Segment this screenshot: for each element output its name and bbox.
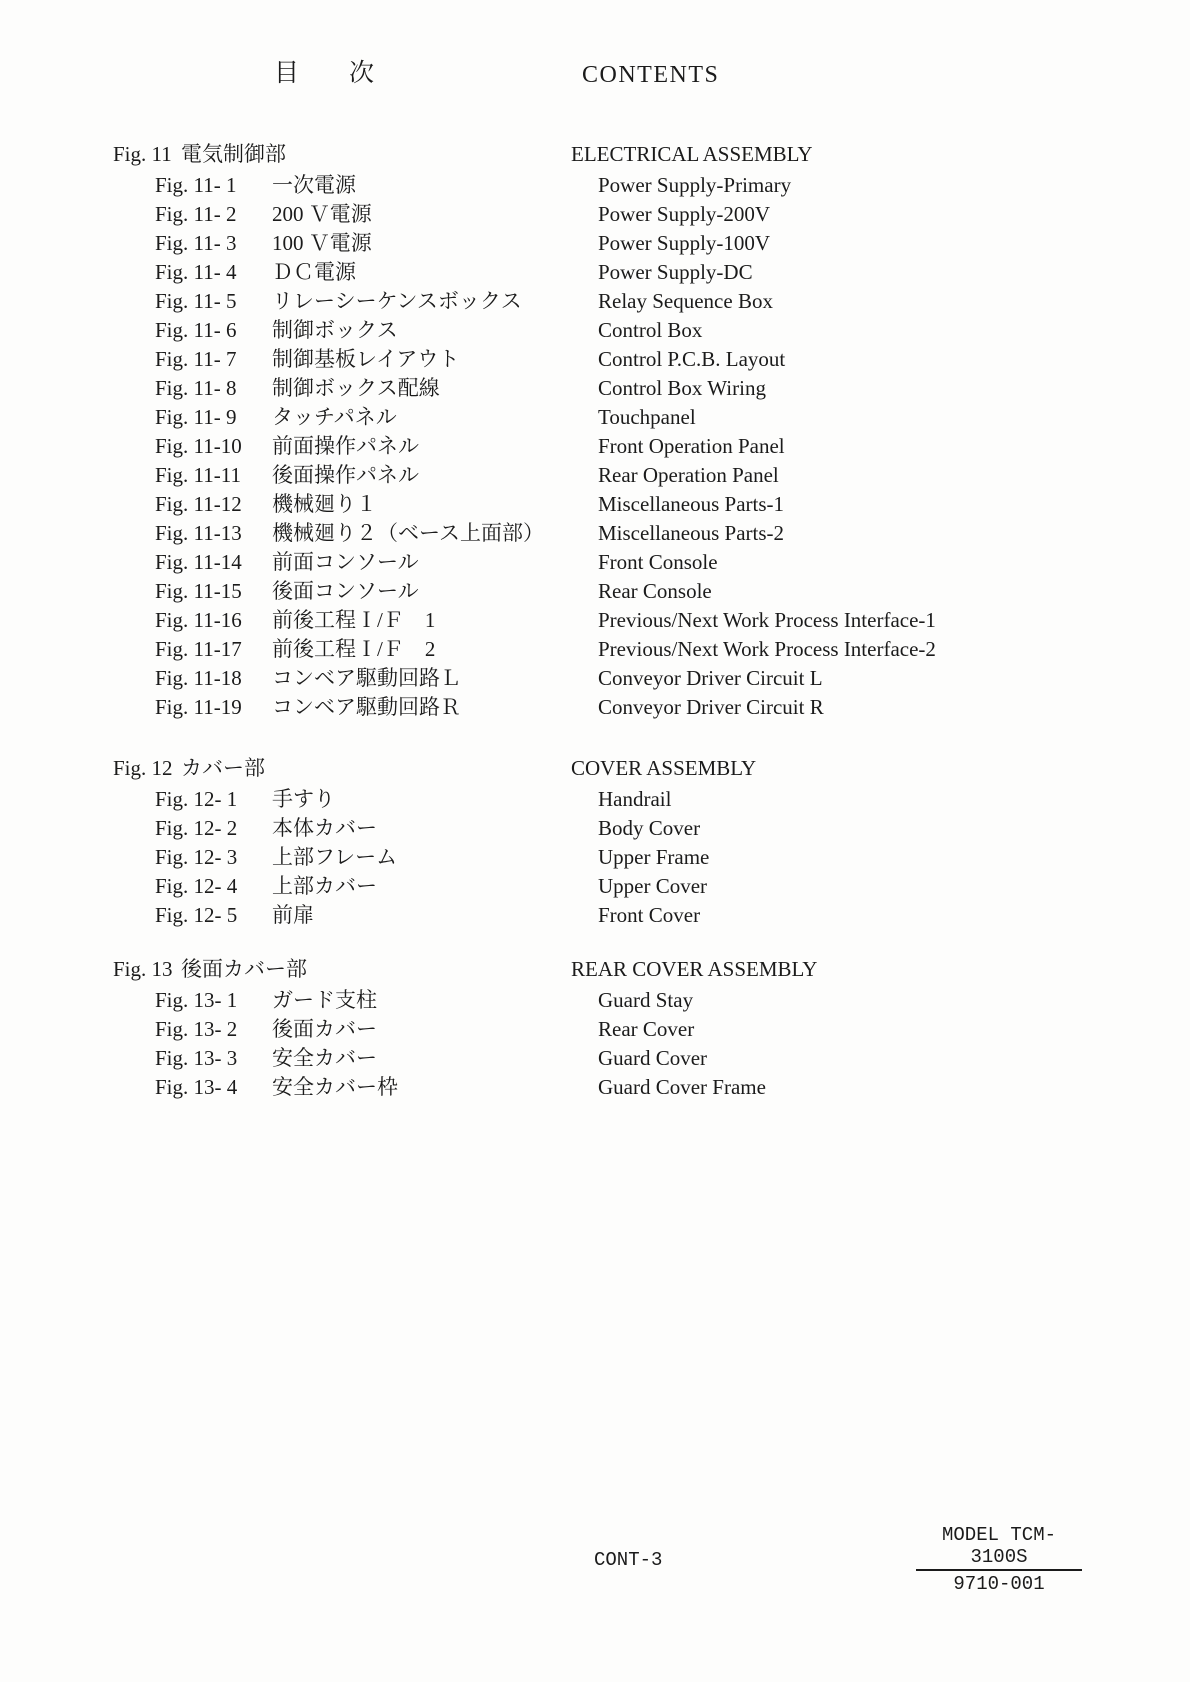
section-title-english: REAR COVER ASSEMBLY: [571, 957, 818, 981]
toc-entry-row: [0, 577, 1190, 606]
entry-title-english: Control P.C.B. Layout: [598, 347, 786, 371]
entry-title-english: Guard Cover: [598, 1046, 708, 1070]
section-title-japanese: 電気制御部: [181, 142, 286, 166]
entry-fig-label: Fig. 11- 8: [155, 376, 237, 400]
toc-entry-row: [0, 461, 1190, 490]
entry-title-japanese: 機械廻り２（ベース上面部）: [272, 521, 544, 545]
entry-title-english: Rear Operation Panel: [598, 463, 779, 487]
entry-title-japanese: 一次電源: [272, 173, 356, 197]
toc-entry-row: [0, 1073, 1190, 1102]
entry-title-english: Front Cover: [598, 903, 701, 927]
toc-entry-row: [0, 1044, 1190, 1073]
section-title-japanese: カバー部: [181, 756, 265, 780]
toc-entry-row: [0, 901, 1190, 930]
toc-entry-row: [0, 548, 1190, 577]
entry-title-english: Rear Cover: [598, 1017, 695, 1041]
toc-entry-row: [0, 200, 1190, 229]
entry-title-japanese: 制御基板レイアウト: [272, 347, 460, 371]
entry-title-english: Conveyor Driver Circuit L: [598, 666, 823, 690]
entry-title-english: Power Supply-DC: [598, 260, 753, 284]
entry-fig-label: Fig. 13- 2: [155, 1017, 238, 1041]
entry-title-english: Conveyor Driver Circuit R: [598, 695, 824, 719]
model-block: [916, 1524, 1082, 1595]
entry-title-japanese: ガード支柱: [272, 988, 377, 1012]
entry-title-english: Front Operation Panel: [598, 434, 785, 458]
toc-entry-row: [0, 664, 1190, 693]
entry-title-japanese: コンベア駆動回路Ｌ: [272, 666, 461, 690]
entry-title-english: Front Console: [598, 550, 718, 574]
entry-title-english: Handrail: [598, 787, 672, 811]
entry-fig-label: Fig. 11-18: [155, 666, 242, 690]
section-title-english: COVER ASSEMBLY: [571, 756, 757, 780]
entry-fig-label: Fig. 13- 1: [155, 988, 238, 1012]
entry-fig-label: Fig. 11- 7: [155, 347, 237, 371]
page-number: CONT-3: [594, 1549, 663, 1571]
toc-entry-row: [0, 635, 1190, 664]
entry-title-japanese: 前面操作パネル: [272, 434, 419, 458]
toc-entry-row: [0, 872, 1190, 901]
toc-sections: [0, 140, 1190, 1102]
entry-fig-label: Fig. 12- 3: [155, 845, 238, 869]
entry-fig-label: Fig. 11-16: [155, 608, 242, 632]
toc-entry-row: [0, 403, 1190, 432]
entry-fig-label: Fig. 11-12: [155, 492, 242, 516]
entry-title-japanese: 100 Ｖ電源: [272, 231, 372, 255]
entry-title-english: Control Box Wiring: [598, 376, 766, 400]
toc-entry-row: [0, 374, 1190, 403]
entry-title-japanese: 後面コンソール: [272, 579, 419, 603]
entry-title-english: Upper Cover: [598, 874, 708, 898]
entry-fig-label: Fig. 12- 1: [155, 787, 238, 811]
entry-title-japanese: 制御ボックス: [272, 318, 398, 342]
entry-title-english: Relay Sequence Box: [598, 289, 773, 313]
entry-title-japanese: 機械廻り１: [272, 492, 377, 516]
entry-title-japanese: 上部フレーム: [272, 845, 398, 869]
entry-fig-label: Fig. 12- 2: [155, 816, 238, 840]
entry-fig-label: Fig. 11- 3: [155, 231, 237, 255]
model-label: MODEL TCM-3100S: [916, 1524, 1082, 1571]
toc-entry-row: [0, 606, 1190, 635]
toc-entry-row: [0, 519, 1190, 548]
section-title-japanese: 後面カバー部: [181, 957, 307, 981]
entry-title-english: Touchpanel: [598, 405, 696, 429]
entry-title-japanese: タッチパネル: [272, 405, 397, 429]
entry-title-english: Miscellaneous Parts-1: [598, 492, 785, 516]
toc-entry-row: [0, 490, 1190, 519]
section-header-row: [0, 140, 1190, 171]
entry-title-english: Guard Cover Frame: [598, 1075, 766, 1099]
entry-title-japanese: 本体カバー: [272, 816, 377, 840]
toc-entry-row: [0, 432, 1190, 461]
toc-entry-row: [0, 1015, 1190, 1044]
entry-fig-label: Fig. 12- 4: [155, 874, 238, 898]
entry-title-japanese: 前扉: [272, 903, 314, 927]
entry-fig-label: Fig. 11-13: [155, 521, 242, 545]
entry-fig-label: Fig. 13- 3: [155, 1046, 238, 1070]
toc-entry-row: [0, 986, 1190, 1015]
toc-section: [0, 754, 1190, 930]
entry-title-japanese: 前面コンソール: [272, 550, 419, 574]
entry-title-english: Power Supply-200V: [598, 202, 771, 226]
entry-title-english: Previous/Next Work Process Interface-1: [598, 608, 936, 632]
entry-title-english: Upper Frame: [598, 845, 710, 869]
entry-title-japanese: 上部カバー: [272, 874, 377, 898]
section-header-row: [0, 955, 1190, 986]
toc-entry-row: [0, 843, 1190, 872]
entry-fig-label: Fig. 11-10: [155, 434, 242, 458]
entry-title-japanese: 200 Ｖ電源: [272, 202, 372, 226]
entry-fig-label: Fig. 11- 2: [155, 202, 237, 226]
toc-entry-row: [0, 287, 1190, 316]
entry-fig-label: Fig. 11- 1: [155, 173, 237, 197]
entry-fig-label: Fig. 12- 5: [155, 903, 238, 927]
toc-entry-row: [0, 785, 1190, 814]
document-number: 9710-001: [953, 1573, 1045, 1595]
toc-section: [0, 140, 1190, 722]
toc-entry-row: [0, 693, 1190, 722]
entry-fig-label: Fig. 13- 4: [155, 1075, 238, 1099]
entry-title-english: Guard Stay: [598, 988, 694, 1012]
section-fig-label: Fig. 13: [113, 957, 173, 981]
toc-entry-row: [0, 316, 1190, 345]
entry-title-japanese: 手すり: [272, 787, 335, 811]
entry-title-japanese: 後面カバー: [272, 1017, 377, 1041]
entry-fig-label: Fig. 11-15: [155, 579, 242, 603]
toc-entry-row: [0, 258, 1190, 287]
entry-title-english: Control Box: [598, 318, 703, 342]
toc-entry-row: [0, 171, 1190, 200]
toc-entry-row: [0, 229, 1190, 258]
entry-title-english: Body Cover: [598, 816, 701, 840]
entry-fig-label: Fig. 11- 5: [155, 289, 237, 313]
entry-fig-label: Fig. 11-17: [155, 637, 242, 661]
entry-title-english: Power Supply-Primary: [598, 173, 792, 197]
toc-entry-row: [0, 345, 1190, 374]
page-title-japanese: 目 次: [274, 60, 375, 87]
section-fig-label: Fig. 11: [113, 142, 172, 166]
section-title-english: ELECTRICAL ASSEMBLY: [571, 142, 813, 166]
entry-title-japanese: リレーシーケンスボックス: [272, 289, 522, 313]
entry-fig-label: Fig. 11-11: [155, 463, 241, 487]
entry-fig-label: Fig. 11- 9: [155, 405, 237, 429]
entry-title-english: Miscellaneous Parts-2: [598, 521, 785, 545]
entry-fig-label: Fig. 11- 4: [155, 260, 237, 284]
entry-title-japanese: 前後工程Ｉ/Ｆ 1: [272, 608, 436, 632]
entry-title-english: Previous/Next Work Process Interface-2: [598, 637, 936, 661]
entry-title-japanese: 制御ボックス配線: [272, 376, 440, 400]
toc-section: [0, 955, 1190, 1102]
entry-title-japanese: 後面操作パネル: [272, 463, 419, 487]
entry-title-english: Power Supply-100V: [598, 231, 771, 255]
entry-title-japanese: 安全カバー: [272, 1046, 377, 1070]
entry-fig-label: Fig. 11-19: [155, 695, 242, 719]
entry-title-english: Rear Console: [598, 579, 712, 603]
section-header-row: [0, 754, 1190, 785]
entry-title-japanese: ＤＣ電源: [272, 260, 356, 284]
section-fig-label: Fig. 12: [113, 756, 173, 780]
entry-fig-label: Fig. 11-14: [155, 550, 242, 574]
entry-title-japanese: コンベア駆動回路Ｒ: [272, 695, 461, 719]
entry-fig-label: Fig. 11- 6: [155, 318, 237, 342]
page-title-english: CONTENTS: [582, 62, 720, 88]
entry-title-japanese: 安全カバー枠: [272, 1075, 398, 1099]
toc-entry-row: [0, 814, 1190, 843]
entry-title-japanese: 前後工程Ｉ/Ｆ 2: [272, 637, 436, 661]
